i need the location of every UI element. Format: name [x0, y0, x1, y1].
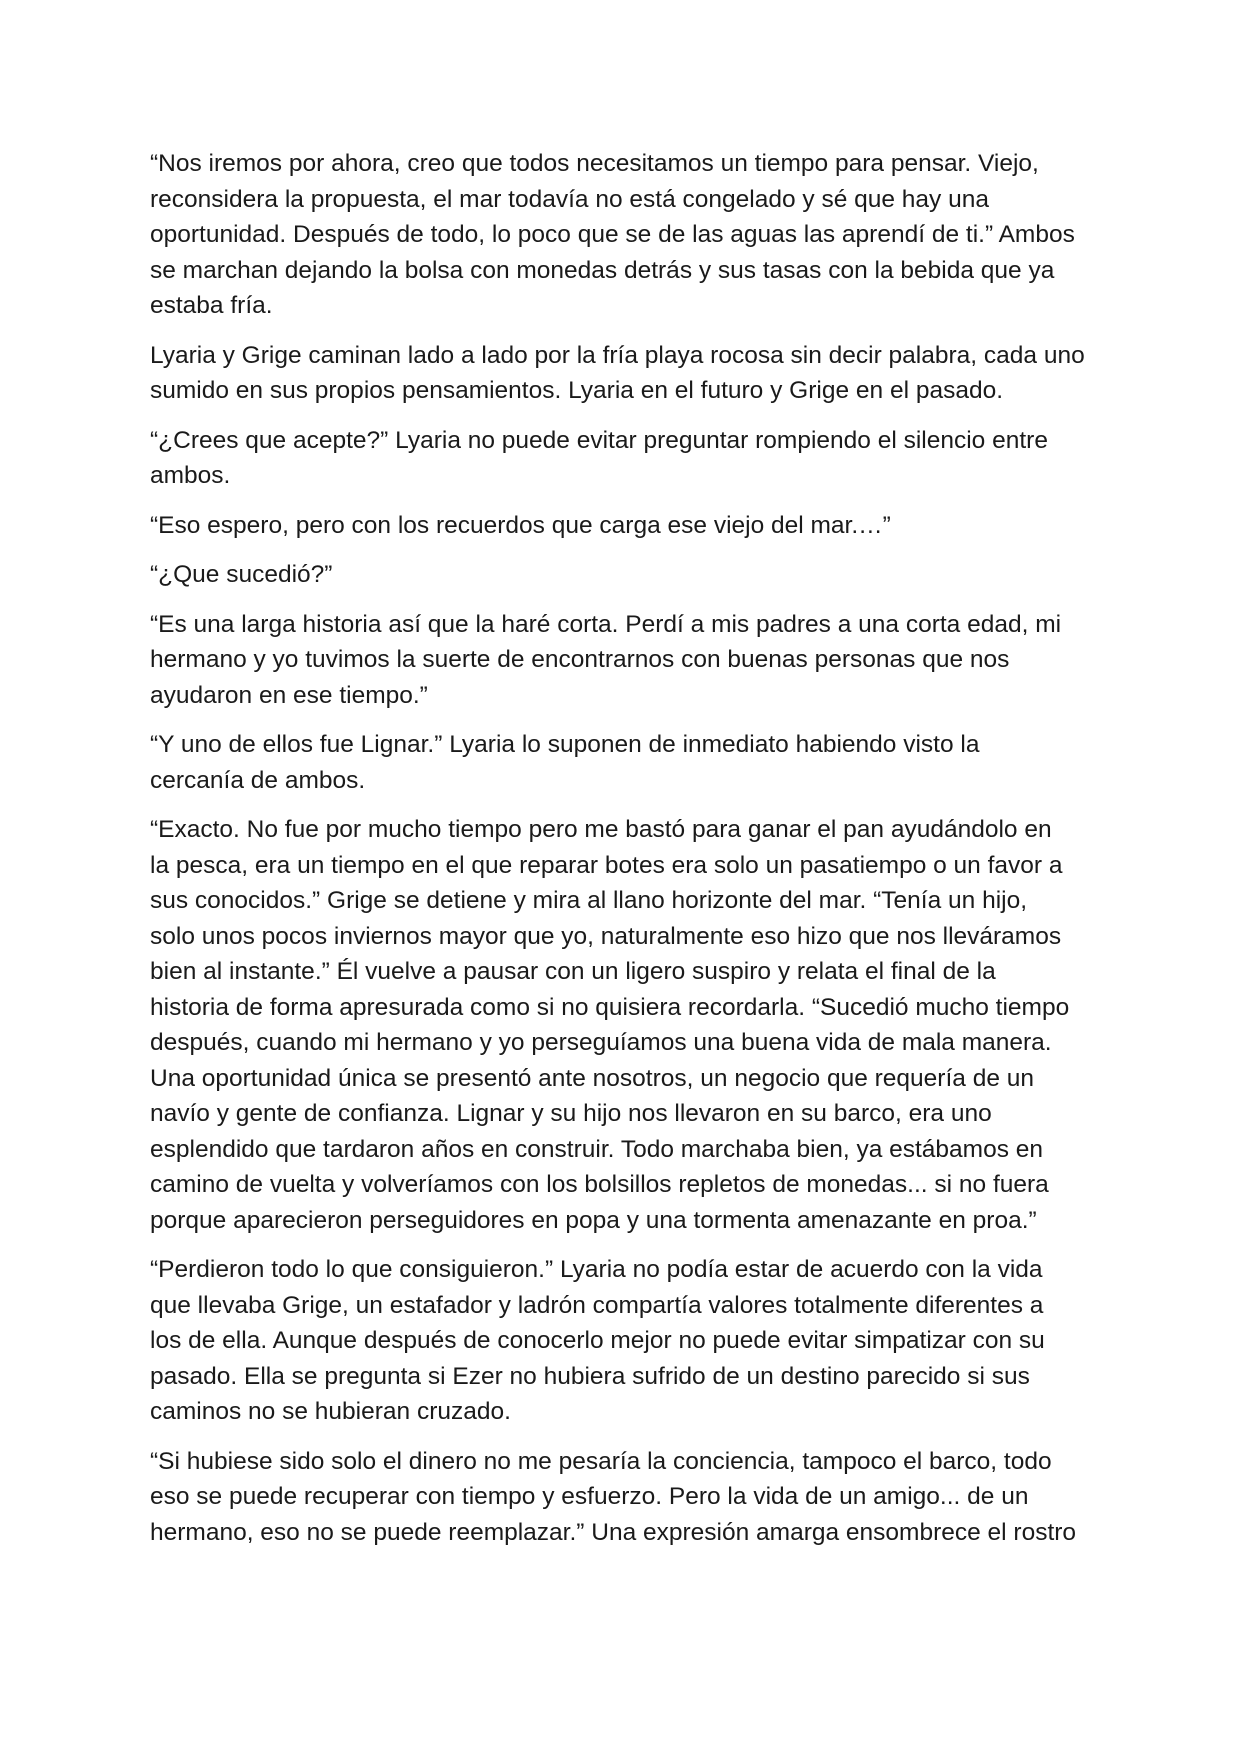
paragraph: [150, 727, 1090, 798]
text-line: porque aparecieron perseguidores en popa y una tormenta amenazante en proa.”: [150, 1206, 1037, 1234]
paragraph: [150, 338, 1090, 409]
text-line: “¿Que sucedió?”: [150, 561, 333, 588]
text-line: estaba fría.: [150, 292, 273, 319]
text-line: sus conocidos.” Grige se detiene y mira al llano horizonte del mar. “Tenía un hijo,: [150, 887, 1028, 914]
paragraph: [150, 557, 1090, 593]
text-line: caminos no se hubieran cruzado.: [150, 1398, 511, 1425]
text-line: que llevaba Grige, un estafador y ladrón compartía valores totalmente diferentes a: [150, 1291, 1044, 1319]
text-line: después, cuando mi hermano y yo perseguíamos una buena vida de mala manera.: [150, 1029, 1052, 1056]
paragraph: [150, 423, 1090, 494]
text-line: “Y uno de ellos fue Lignar.” Lyaria lo suponen de inmediato habiendo visto la: [150, 731, 980, 758]
text-line: historia de forma apresurada como si no quisiera recordarla. “Sucedió mucho tiempo: [150, 993, 1070, 1021]
text-line: “Nos iremos por ahora, creo que todos necesitamos un tiempo para pensar. Viejo,: [150, 150, 1039, 177]
text-line: Una oportunidad única se presentó ante nosotros, un negocio que requería de un: [150, 1064, 1034, 1092]
text-line: la pesca, era un tiempo en el que reparar botes era solo un pasatiempo o un favor a: [150, 851, 1063, 879]
text-line: camino de vuelta y volveríamos con los bolsillos repletos de monedas... si no fuera: [150, 1171, 1049, 1198]
text-line: “Es una larga historia así que la haré corta. Perdí a mis padres a una corta edad, mi: [150, 610, 1062, 638]
paragraph: [150, 1252, 1090, 1430]
text-line: “¿Crees que acepte?” Lyaria no puede evitar preguntar rompiendo el silencio entre: [150, 426, 1048, 454]
text-line: reconsidera la propuesta, el mar todavía no está congelado y sé que hay una: [150, 185, 989, 213]
text-line: eso se puede recuperar con tiempo y esfuerzo. Pero la vida de un amigo... de un: [150, 1483, 1029, 1510]
paragraph: [150, 146, 1090, 324]
text-line: “Eso espero, pero con los recuerdos que carga ese viejo del mar.…”: [150, 511, 891, 539]
text-line: bien al instante.” Él vuelve a pausar con un ligero suspiro y relata el final de la: [150, 958, 996, 985]
paragraph: [150, 607, 1090, 714]
paragraph: [150, 812, 1090, 1238]
text-line: esplendido que tardaron años en construir. Todo marchaba bien, ya estábamos en: [150, 1135, 1044, 1163]
text-line: “Si hubiese sido solo el dinero no me pesaría la conciencia, tampoco el barco, todo: [150, 1447, 1052, 1475]
text-line: ambos.: [150, 462, 231, 489]
text-line: se marchan dejando la bolsa con monedas detrás y sus tasas con la bebida que ya: [150, 256, 1055, 284]
text-line: cercanía de ambos.: [150, 766, 366, 794]
text-line: hermano y yo tuvimos la suerte de encontrarnos con buenas personas que nos: [150, 646, 1010, 673]
text-line: los de ella. Aunque después de conocerlo mejor no puede evitar simpatizar con su: [150, 1327, 1045, 1354]
paragraph: [150, 508, 1090, 544]
text-line: ayudaron en ese tiempo.”: [150, 681, 428, 709]
text-line: hermano, eso no se puede reemplazar.” Una expresión amarga ensombrece el rostro: [150, 1518, 1077, 1546]
text-line: pasado. Ella se pregunta si Ezer no hubiera sufrido de un destino parecido si sus: [150, 1362, 1030, 1390]
text-line: “Exacto. No fue por mucho tiempo pero me bastó para ganar el pan ayudándolo en: [150, 816, 1052, 843]
document-body: [150, 146, 1090, 1564]
text-line: solo unos pocos inviernos mayor que yo, naturalmente eso hizo que nos lleváramos: [150, 922, 1062, 950]
text-line: “Perdieron todo lo que consiguieron.” Lyaria no podía estar de acuerdo con la vida: [150, 1256, 1043, 1283]
text-line: sumido en sus propios pensamientos. Lyaria en el futuro y Grige en el pasado.: [150, 377, 1004, 404]
paragraph: [150, 1444, 1090, 1551]
text-line: navío y gente de confianza. Lignar y su hijo nos llevaron en su barco, era uno: [150, 1100, 992, 1127]
text-line: oportunidad. Después de todo, lo poco que se de las aguas las aprendí de ti.” Ambos: [150, 221, 1075, 248]
text-line: Lyaria y Grige caminan lado a lado por la fría playa rocosa sin decir palabra, cada uno: [150, 341, 1085, 369]
